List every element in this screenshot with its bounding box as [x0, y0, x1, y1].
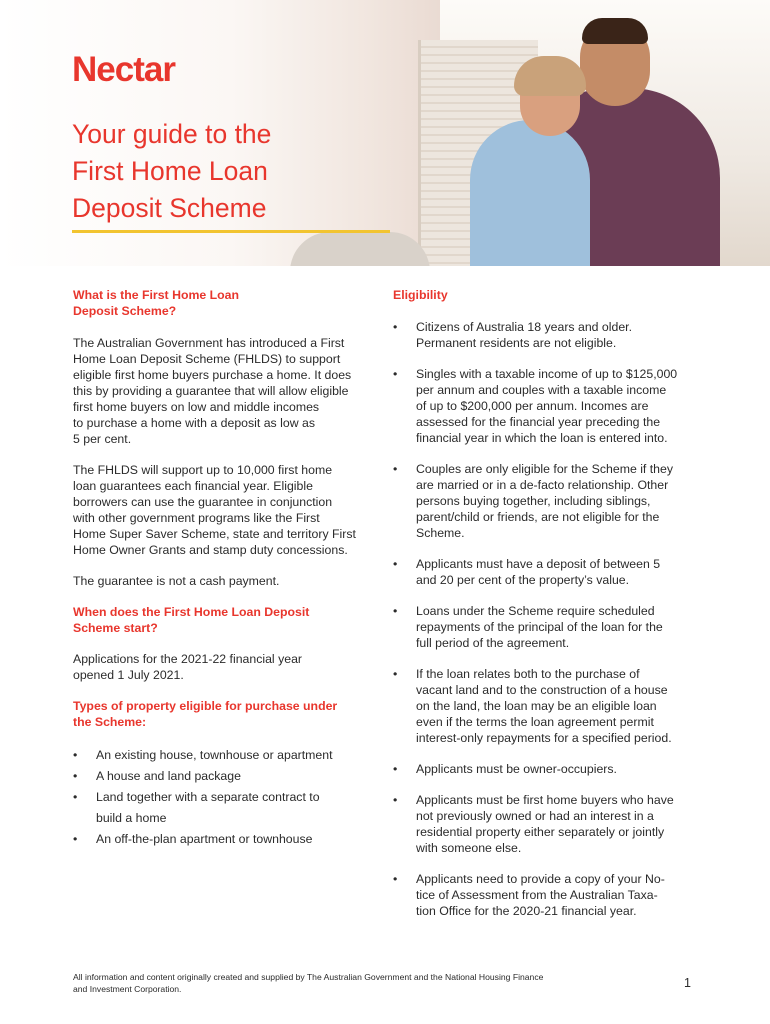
hero-photo-person-woman-hair — [514, 56, 586, 96]
right-column — [393, 287, 703, 934]
hero-banner — [0, 0, 770, 266]
list-item: • A house and land package — [73, 766, 385, 787]
eligibility-item — [393, 603, 703, 651]
eligibility-item — [393, 556, 703, 588]
eligibility-item — [393, 871, 703, 919]
list-item: • An off-the-plan apartment or townhouse — [73, 829, 385, 850]
title-underline-rule — [72, 230, 390, 233]
text-line: interest-only repayments for a specified period. — [416, 731, 672, 745]
heading-line: What is the First Home Loan — [73, 288, 240, 302]
list-item: • An existing house, townhouse or apartment — [73, 745, 385, 766]
text-line: Home Super Saver Scheme, state and territory First — [73, 527, 356, 541]
eligibility-item — [393, 666, 703, 746]
page-number: 1 — [684, 976, 691, 990]
text-line: and 20 per cent of the property’s value. — [416, 573, 630, 587]
page-title-line: First Home Loan — [72, 156, 268, 186]
text-line: • Loans under the Scheme require scheduled — [416, 604, 655, 618]
text-line: loan guarantees each financial year. Eligible — [73, 479, 313, 493]
text-line: • Applicants need to provide a copy of your No- — [416, 872, 665, 886]
text-line: of up to $200,000 per annum. Incomes are — [416, 399, 649, 413]
page-title-line: Your guide to the — [72, 119, 272, 149]
text-line: • Applicants must have a deposit of between 5 — [416, 557, 661, 571]
text-line: Home Owner Grants and stamp duty concessions. — [73, 543, 348, 557]
text-line: borrowers can use the guarantee in conjunction — [73, 495, 333, 509]
text-line: opened 1 July 2021. — [73, 668, 184, 682]
property-types-heading — [73, 698, 385, 730]
text-line: Applications for the 2021-22 financial year — [73, 652, 302, 666]
applications-paragraph — [73, 651, 385, 683]
eligibility-item — [393, 366, 703, 446]
eligibility-item — [393, 461, 703, 541]
text-line: are married or in a de-facto relationship. Other — [416, 478, 669, 492]
text-line: Permanent residents are not eligible. — [416, 336, 617, 350]
eligibility-item — [393, 319, 703, 351]
text-line: The Australian Government has introduced a First — [73, 336, 345, 350]
text-line: with other government programs like the First — [73, 511, 320, 525]
footer-attribution — [73, 971, 613, 995]
text-line: per annum and couples with a taxable income — [416, 383, 667, 397]
text-line: to purchase a home with a deposit as low as — [73, 416, 315, 430]
what-is-heading — [73, 287, 385, 319]
hero-photo-cushion — [290, 232, 430, 266]
text-line: parent/child or friends, are not eligible for the — [416, 510, 660, 524]
text-line: even if the terms the loan agreement permit — [416, 715, 654, 729]
text-line: full period of the agreement. — [416, 636, 570, 650]
footer-line: and Investment Corporation. — [73, 984, 182, 994]
heading-line: When does the First Home Loan Deposit — [73, 605, 310, 619]
text-line: first home buyers on low and middle incomes — [73, 400, 320, 414]
when-start-heading — [73, 604, 385, 636]
text-line: tice of Assessment from the Australian Taxa- — [416, 888, 658, 902]
hero-photo-person-man-hair — [582, 18, 648, 44]
text-line: vacant land and to the construction of a house — [416, 683, 668, 697]
text-line: not previously owned or had an interest in a — [416, 809, 654, 823]
footer-line: All information and content originally created and supplied by The Australian Government and the National Housing Finance — [73, 972, 544, 982]
text-line: The FHLDS will support up to 10,000 first home — [73, 463, 333, 477]
heading-line: Types of property eligible for purchase under — [73, 699, 338, 713]
support-paragraph — [73, 462, 385, 558]
text-line: • If the loan relates both to the purchase of — [416, 667, 640, 681]
eligibility-item — [393, 792, 703, 856]
text-line: residential property either separately or jointly — [416, 825, 665, 839]
text-line: persons buying together, including siblings, — [416, 494, 651, 508]
nectar-logo: Nectar — [72, 50, 175, 89]
page-title-line: Deposit Scheme — [72, 193, 267, 223]
heading-line: Deposit Scheme? — [73, 304, 177, 318]
text-line: 5 per cent. — [73, 432, 132, 446]
heading-line: Scheme start? — [73, 621, 158, 635]
text-line: with someone else. — [416, 841, 522, 855]
text-line: • Applicants must be owner-occupiers. — [416, 762, 617, 776]
text-line: • Applicants must be first home buyers who have — [416, 793, 674, 807]
text-line: assessed for the financial year preceding the — [416, 415, 661, 429]
text-line: • Singles with a taxable income of up to $125,000 — [416, 367, 678, 381]
text-line: repayments of the principal of the loan for the — [416, 620, 663, 634]
hero-photo-person-woman — [470, 120, 590, 266]
text-line: financial year in which the loan is entered into. — [416, 431, 668, 445]
heading-line: the Scheme: — [73, 715, 147, 729]
eligibility-item — [393, 761, 703, 777]
eligibility-heading: Eligibility — [393, 288, 448, 302]
cash-payment-note: The guarantee is not a cash payment. — [73, 574, 280, 588]
text-line: build a home — [96, 811, 167, 825]
text-line: • Citizens of Australia 18 years and older. — [416, 320, 632, 334]
text-line: • Land together with a separate contract to — [96, 790, 320, 804]
eligibility-list — [393, 319, 703, 919]
text-line: Scheme. — [416, 526, 465, 540]
left-column — [73, 287, 385, 850]
text-line: • Couples are only eligible for the Scheme if they — [416, 462, 674, 476]
text-line: tion Office for the 2020-21 financial year. — [416, 904, 637, 918]
text-line: Home Loan Deposit Scheme (FHLDS) to support — [73, 352, 341, 366]
page-title — [72, 116, 392, 227]
property-types-list — [73, 745, 385, 850]
text-line: on the land, the loan may be an eligible loan — [416, 699, 657, 713]
text-line: eligible first home buyers purchase a home. It does — [73, 368, 352, 382]
list-item — [73, 787, 385, 829]
intro-paragraph — [73, 335, 385, 447]
text-line: this by providing a guarantee that will allow eligible — [73, 384, 349, 398]
